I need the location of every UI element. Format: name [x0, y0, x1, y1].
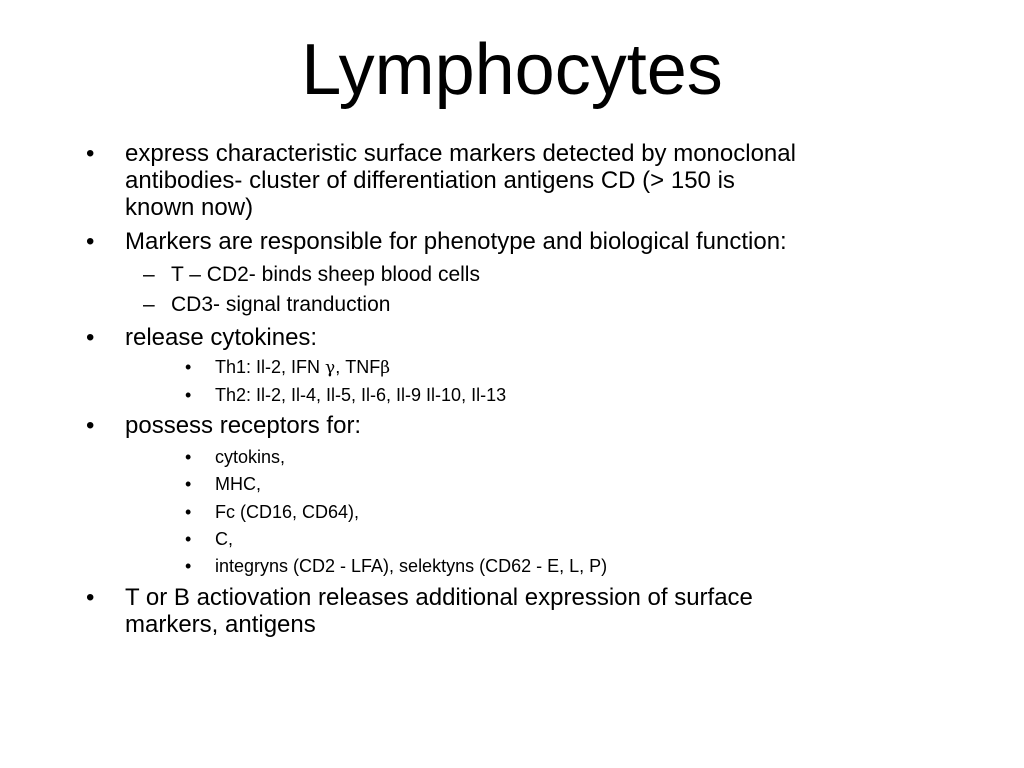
sub-sub-bullet-text: integryns (CD2 - LFA), selektyns (CD62 - E, L, P) [215, 556, 608, 576]
bullet-text-line: T or B actiovation releases additional expression of surface [125, 584, 753, 611]
bullet-marker: • [86, 584, 95, 611]
sub-sub-bullet-text: Th2: Il-2, Il-4, Il-5, Il-6, Il-9 Il-10, Il-13 [215, 385, 507, 405]
bullet-marker: • [86, 140, 95, 167]
sub-bullet-text: CD3- signal tranduction [171, 293, 391, 316]
sub-sub-bullet-text [215, 356, 390, 379]
dash-marker: – [143, 263, 155, 286]
bullet-text-line: release cytokines: [125, 324, 318, 351]
bullet-marker: • [86, 324, 95, 351]
bullet-text-line: known now) [125, 194, 254, 221]
bullet-text-line: express characteristic surface markers detected by monoclonal [125, 140, 796, 167]
slide-title: Lymphocytes [301, 30, 723, 110]
gamma-symbol: γ [325, 358, 336, 378]
sub-sub-bullet-text: Fc (CD16, CD64), [215, 502, 360, 522]
small-bullet-marker: • [185, 502, 192, 522]
bullet-text-line: possess receptors for: [125, 412, 362, 439]
sub-sub-bullet-text: MHC, [215, 474, 261, 494]
small-bullet-marker: • [185, 556, 192, 576]
small-bullet-marker: • [185, 447, 192, 467]
th1-prefix: Th1: Il-2, IFN [215, 357, 326, 377]
small-bullet-marker: • [185, 529, 192, 549]
bullet-text-line: Markers are responsible for phenotype and biological function: [125, 228, 787, 255]
bullet-marker: • [86, 412, 95, 439]
sub-sub-bullet-text: C, [215, 529, 233, 549]
bullet-text-line: markers, antigens [125, 611, 316, 638]
dash-marker: – [143, 293, 155, 316]
beta-symbol: β [380, 358, 391, 378]
bullet-marker: • [86, 228, 95, 255]
small-bullet-marker: • [185, 357, 192, 377]
small-bullet-marker: • [185, 385, 192, 405]
th1-mid: , TNF [335, 357, 381, 377]
sub-bullet-text: T – CD2- binds sheep blood cells [171, 263, 480, 286]
bullet-text-line: antibodies- cluster of differentiation antigens CD (> 150 is [125, 167, 735, 194]
small-bullet-marker: • [185, 474, 192, 494]
sub-sub-bullet-text: cytokins, [215, 447, 286, 467]
